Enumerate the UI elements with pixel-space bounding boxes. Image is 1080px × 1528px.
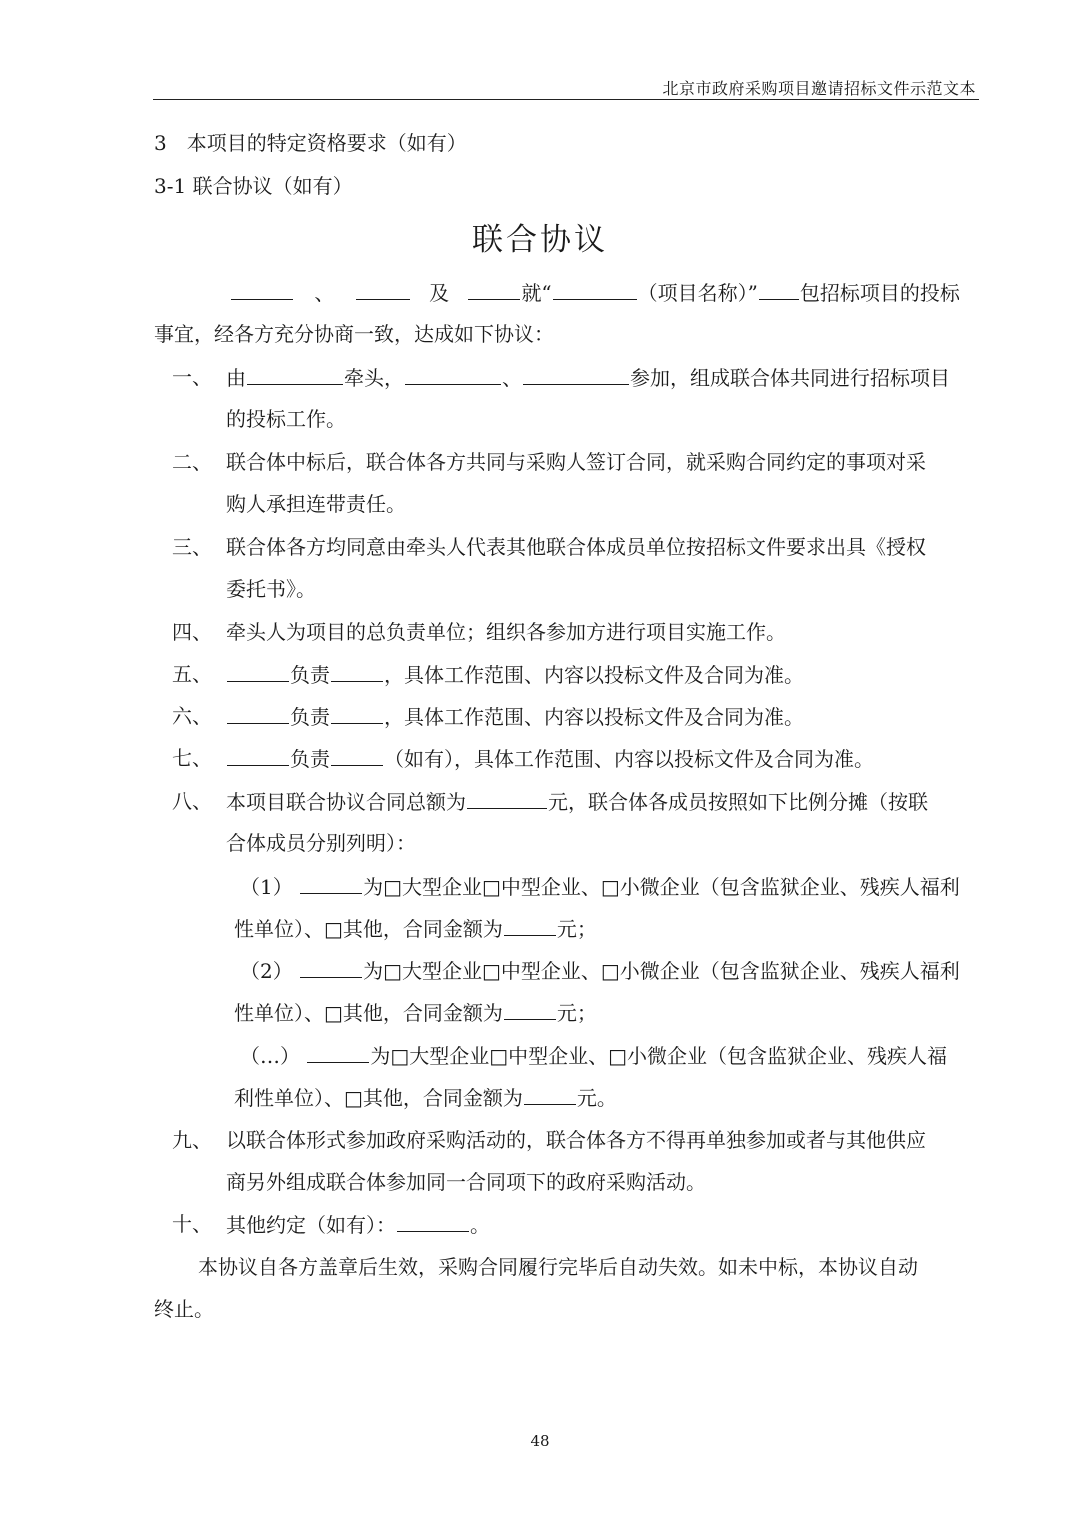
section-subheading: 3-1 联合协议（如有） <box>154 174 353 198</box>
document-title: 联合协议 <box>472 222 608 258</box>
clause-8-text-a: 本项目联合协议合同总额为 <box>226 790 466 814</box>
member-item <box>240 957 960 984</box>
blank-member-amount[interactable] <box>524 1084 576 1105</box>
clause-8-line-2: 合体成员分别列明）： <box>226 831 416 855</box>
clause-3-line-2: 委托书》。 <box>226 577 316 601</box>
clause-8-number: 八、 <box>172 789 212 813</box>
clause-7-text-b: （如有），具体工作范围、内容以投标文件及合同为准。 <box>384 747 874 771</box>
intro-project-name-label: （项目名称）” <box>637 281 758 305</box>
clause-1-line-1 <box>226 364 950 391</box>
member-item-text: 为□大型企业□中型企业、□小微企业（包含监狱企业、残疾人福利 <box>363 875 960 899</box>
page-number: 48 <box>530 1432 550 1450</box>
blank-c7-scope[interactable] <box>331 745 383 766</box>
clause-10-end: 。 <box>470 1213 490 1237</box>
closing-line-2: 终止。 <box>154 1297 214 1321</box>
member-item-label: （2） <box>240 959 293 983</box>
clause-1-text-a: 由 <box>226 366 246 390</box>
member-item-amount-label: 性单位）、□其他，合同金额为 <box>234 1001 503 1025</box>
clause-10-number: 十、 <box>172 1212 212 1236</box>
clause-2-line-2: 购人承担连带责任。 <box>226 492 406 516</box>
clause-1-text-b: 牵头， <box>344 366 404 390</box>
blank-package[interactable] <box>759 279 799 300</box>
blank-member-name[interactable] <box>307 1042 369 1063</box>
intro-separator: 、 <box>314 281 335 305</box>
clause-6-number: 六、 <box>172 704 212 728</box>
blank-party-2[interactable] <box>356 279 410 300</box>
clause-7-number: 七、 <box>172 746 212 770</box>
intro-line-2: 事宜，经各方充分协商一致，达成如下协议： <box>154 322 554 346</box>
blank-c6-party[interactable] <box>227 703 289 724</box>
clause-8-line-1 <box>226 788 928 815</box>
clause-4-number: 四、 <box>172 620 212 644</box>
clause-1-number: 一、 <box>172 365 212 389</box>
clause-5-text-a: 负责 <box>290 663 330 687</box>
blank-c5-party[interactable] <box>227 661 289 682</box>
clause-4-line-1: 牵头人为项目的总负责单位；组织各参加方进行项目实施工作。 <box>226 620 786 644</box>
blank-c6-scope[interactable] <box>331 703 383 724</box>
member-item-line-2 <box>234 1084 617 1111</box>
clause-3-number: 三、 <box>172 535 212 559</box>
clause-6-line-1 <box>226 703 804 730</box>
member-item-label: （1） <box>240 875 293 899</box>
clause-5-text-b: ，具体工作范围、内容以投标文件及合同为准。 <box>384 663 804 687</box>
blank-project-name[interactable] <box>553 279 637 300</box>
clause-8-text-b: 元，联合体各成员按照如下比例分摊（按联 <box>548 790 928 814</box>
blank-total-amount[interactable] <box>467 788 547 809</box>
blank-c5-scope[interactable] <box>331 661 383 682</box>
clause-5-number: 五、 <box>172 662 212 686</box>
blank-lead-party[interactable] <box>247 364 343 385</box>
member-item-unit: 元； <box>556 917 597 941</box>
member-item-text: 为□大型企业□中型企业、□小微企业（包含监狱企业、残疾人福 <box>370 1044 948 1068</box>
clause-5-line-1 <box>226 661 804 688</box>
blank-party-1[interactable] <box>231 279 293 300</box>
member-item-label: （…） <box>240 1044 300 1068</box>
blank-other-terms[interactable] <box>397 1211 469 1232</box>
intro-line-1 <box>230 279 960 306</box>
blank-member-2[interactable] <box>523 364 629 385</box>
blank-member-amount[interactable] <box>504 999 556 1020</box>
clause-1-line-2: 的投标工作。 <box>226 407 346 431</box>
clause-1-text-c: 、 <box>502 366 522 390</box>
clause-2-line-1: 联合体中标后，联合体各方共同与采购人签订合同，就采购合同约定的事项对采 <box>226 450 926 474</box>
member-item-unit: 元。 <box>576 1086 617 1110</box>
header-rule <box>153 99 979 100</box>
clause-9-line-1: 以联合体形式参加政府采购活动的，联合体各方不得再单独参加或者与其他供应 <box>226 1128 926 1152</box>
clause-6-text-a: 负责 <box>290 705 330 729</box>
clause-10-text: 其他约定（如有）： <box>226 1213 396 1237</box>
blank-member-name[interactable] <box>300 873 362 894</box>
clause-6-text-b: ，具体工作范围、内容以投标文件及合同为准。 <box>384 705 804 729</box>
blank-party-3[interactable] <box>468 279 520 300</box>
clause-1-text-d: 参加，组成联合体共同进行招标项目 <box>630 366 950 390</box>
intro-jiu: 就“ <box>521 281 552 305</box>
member-item-unit: 元； <box>556 1001 597 1025</box>
section-heading: 3 本项目的特定资格要求（如有） <box>154 131 467 155</box>
intro-tail: 包招标项目的投标 <box>799 281 960 305</box>
clause-10-line-1 <box>226 1211 490 1238</box>
clause-7-text-a: 负责 <box>290 747 330 771</box>
member-item-text: 为□大型企业□中型企业、□小微企业（包含监狱企业、残疾人福利 <box>363 959 960 983</box>
member-item-line-2 <box>234 999 597 1026</box>
member-item-line-2 <box>234 915 597 942</box>
member-item <box>240 873 960 900</box>
member-item-amount-label: 利性单位）、□其他，合同金额为 <box>234 1086 523 1110</box>
clause-7-line-1 <box>226 745 874 772</box>
member-item <box>240 1042 947 1069</box>
intro-and: 及 <box>429 281 450 305</box>
blank-member-name[interactable] <box>300 957 362 978</box>
clause-9-line-2: 商另外组成联合体参加同一合同项下的政府采购活动。 <box>226 1170 706 1194</box>
running-header: 北京市政府采购项目邀请招标文件示范文本 <box>662 79 976 98</box>
clause-9-number: 九、 <box>172 1128 212 1152</box>
clause-2-number: 二、 <box>172 450 212 474</box>
blank-member-1[interactable] <box>405 364 501 385</box>
blank-c7-party[interactable] <box>227 745 289 766</box>
clause-3-line-1: 联合体各方均同意由牵头人代表其他联合体成员单位按招标文件要求出具《授权 <box>226 535 926 559</box>
closing-line-1: 本协议自各方盖章后生效，采购合同履行完毕后自动失效。如未中标，本协议自动 <box>198 1255 918 1279</box>
blank-member-amount[interactable] <box>504 915 556 936</box>
member-item-amount-label: 性单位）、□其他，合同金额为 <box>234 917 503 941</box>
